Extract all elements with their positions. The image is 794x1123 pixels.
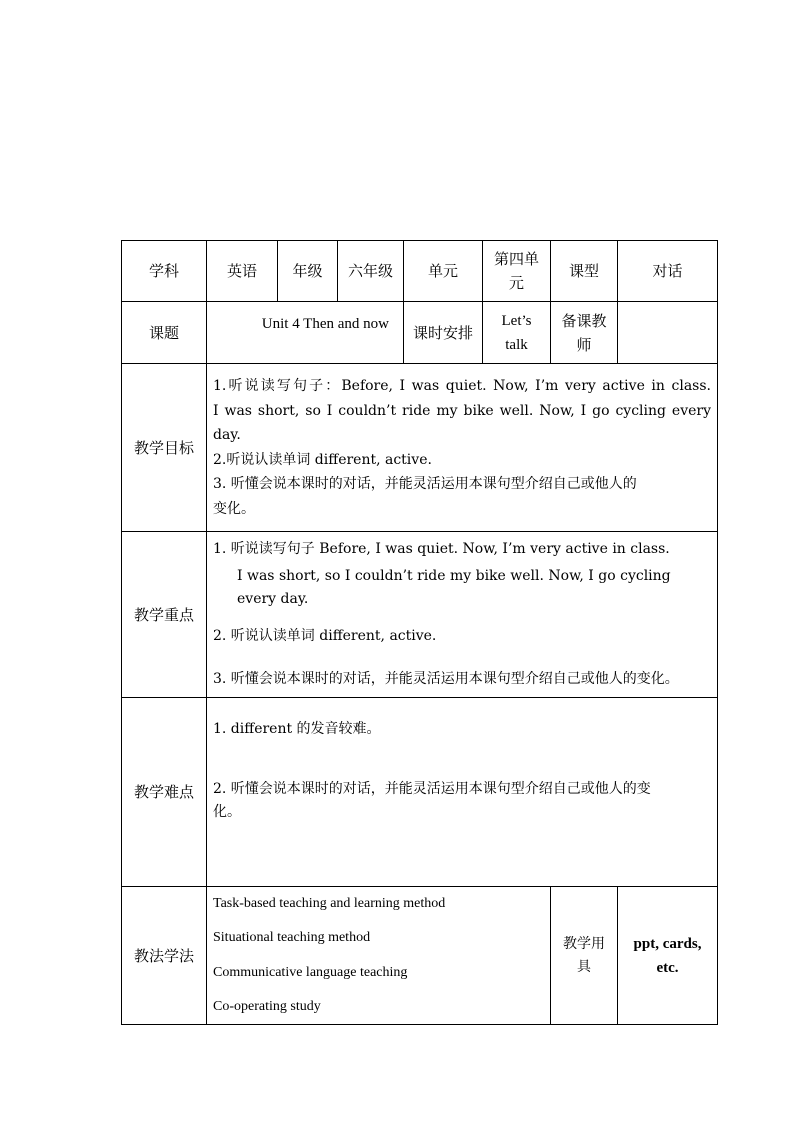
key-points-line-4: 3. 听懂会说本课时的对话，并能灵活运用本课句型介绍自己或他人的变化。 <box>213 671 679 688</box>
objectives-line-4: 2.听说认读单词 different, active. <box>213 451 432 468</box>
topic-row <box>122 302 718 364</box>
subject-value: 英语 <box>207 241 278 302</box>
difficulties-row <box>122 698 718 887</box>
grade-label: 年级 <box>278 241 338 302</box>
topic-label: 课题 <box>122 302 207 364</box>
objectives-line-3: day. <box>213 427 241 443</box>
lesson-plan-table <box>121 240 718 1025</box>
key-points-label: 教学重点 <box>122 532 207 698</box>
difficulties-content <box>207 698 718 887</box>
methods-row <box>122 887 718 1025</box>
unit-value: 第四单元 <box>483 241 551 302</box>
teacher-label: 备课教师 <box>551 302 618 364</box>
tools-label: 教学用具 <box>551 887 618 1025</box>
key-points-line-2: I was short, so I couldn’t ride my bike well. Now, I go cycling every day. <box>237 567 671 607</box>
methods-label: 教法学法 <box>122 887 207 1025</box>
teacher-value <box>618 302 718 364</box>
difficulties-line-3: 化。 <box>213 803 241 820</box>
methods-item-3: Communicative language teaching <box>213 964 408 980</box>
lesson-type-value: 对话 <box>618 241 718 302</box>
key-points-line-1: 1. 听说读写句子 Before, I was quiet. Now, I’m very active in class. <box>213 540 670 557</box>
subject-label: 学科 <box>122 241 207 302</box>
schedule-value: Let’s talk <box>483 302 551 364</box>
header-row <box>122 241 718 302</box>
methods-item-2: Situational teaching method <box>213 930 371 946</box>
objectives-line-2: I was short, so I couldn’t ride my bike well. Now, I go cycling every <box>213 402 711 419</box>
grade-value: 六年级 <box>338 241 404 302</box>
objectives-row <box>122 364 718 532</box>
objectives-line-5: 3. 听懂会说本课时的对话，并能灵活运用本课句型介绍自己或他人的 <box>213 476 637 492</box>
difficulties-label: 教学难点 <box>122 698 207 887</box>
objectives-line-1: 1.听说读写句子：Before, I was quiet. Now, I’m very active in class. <box>213 378 711 394</box>
methods-item-1: Task-based teaching and learning method <box>213 896 446 911</box>
objectives-line-6: 变化。 <box>213 500 255 517</box>
objectives-content <box>207 364 718 532</box>
methods-content <box>207 887 551 1025</box>
schedule-label: 课时安排 <box>404 302 483 364</box>
methods-item-4: Co-operating study <box>213 998 321 1014</box>
difficulties-line-2: 2. 听懂会说本课时的对话，并能灵活运用本课句型介绍自己或他人的变 <box>213 781 651 798</box>
topic-value: Unit 4 Then and now <box>207 302 404 364</box>
key-points-line-3: 2. 听说认读单词 different, active. <box>213 628 437 645</box>
key-points-content <box>207 532 718 698</box>
difficulties-line-1: 1. different 的发音较难。 <box>213 721 381 737</box>
lesson-type-label: 课型 <box>551 241 618 302</box>
objectives-label: 教学目标 <box>122 364 207 532</box>
tools-value: ppt, cards, etc. <box>618 887 718 1025</box>
unit-label: 单元 <box>404 241 483 302</box>
key-points-row <box>122 532 718 698</box>
